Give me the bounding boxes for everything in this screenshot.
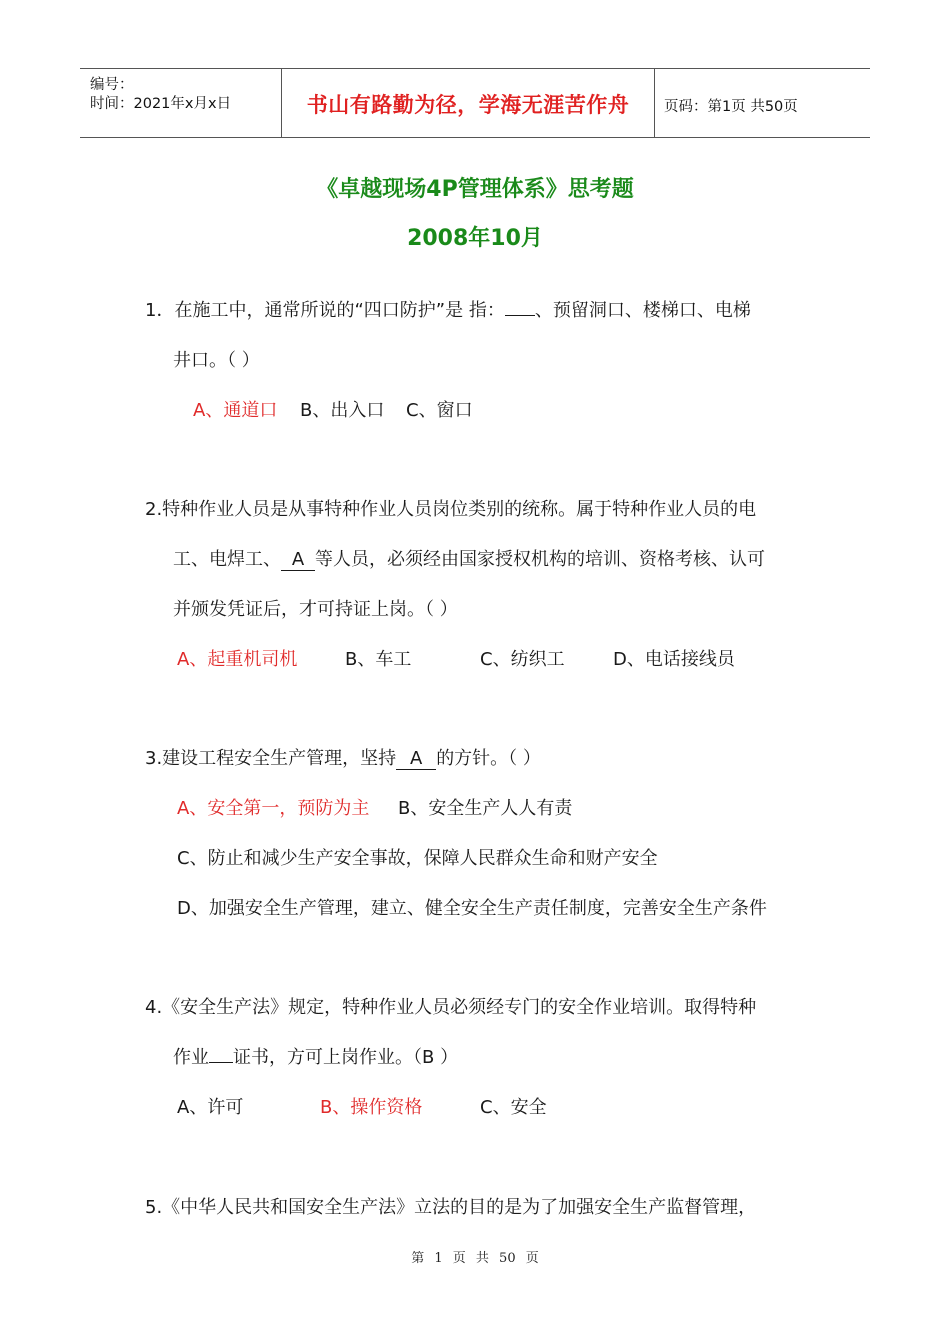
question-4-line-1: 4.《安全生产法》规定，特种作业人员必须经专门的安全作业培训。取得特种: [145, 997, 757, 1018]
question-2-line-3: 并颁发凭证后，才可持证上岗。（ ）: [173, 599, 458, 620]
question-5-line-1: 5.《中华人民共和国安全生产法》立法的目的是为了加强安全生产监督管理，: [145, 1197, 757, 1218]
answer-blank: A: [396, 749, 436, 770]
header-meta-cell: [80, 69, 280, 137]
page-info: 页码：第1页 共50页: [664, 99, 798, 115]
question-1-option-c: C、窗口: [406, 400, 473, 421]
question-4-option-b: B、操作资格: [320, 1097, 423, 1118]
answer-blank: [209, 1062, 233, 1063]
question-1-line-2: 井口。（ ）: [173, 350, 260, 371]
document-header: [80, 68, 870, 138]
answer-blank: [505, 315, 535, 316]
document-date: 2008年10月: [407, 226, 543, 251]
question-2-option-d: D、电话接线员: [613, 649, 735, 670]
answer-blank: A: [281, 550, 315, 571]
time-label: 时间：2021年x月x日: [90, 96, 232, 112]
question-2-line-1: 2.特种作业人员是从事特种作业人员岗位类别的统称。属于特种作业人员的电: [145, 499, 757, 520]
header-page-cell: [654, 69, 870, 137]
question-4-option-a: A、许可: [177, 1097, 244, 1118]
question-text: 作业: [173, 1047, 209, 1068]
number-label: 编号：: [90, 77, 134, 93]
question-text: 1．在施工中，通常所说的“四口防护”是 指：: [145, 300, 505, 321]
question-text: 等人员，必须经由国家授权机构的培训、资格考核、认可: [315, 549, 765, 570]
question-2-option-a: A、起重机司机: [177, 649, 298, 670]
question-text: 的方针。（ ）: [436, 748, 541, 769]
question-3-option-b: B、安全生产人人有责: [398, 798, 573, 819]
question-text: 工、电焊工、: [173, 549, 281, 570]
question-3-option-d: D、加强安全生产管理，建立、健全安全生产责任制度，完善安全生产条件: [177, 898, 767, 919]
question-4-line-2: [173, 1043, 458, 1069]
question-3-line-1: [145, 744, 541, 770]
question-text: 、预留洞口、楼梯口、电梯: [534, 300, 751, 321]
question-3-option-c: C、防止和减少生产安全事故，保障人民群众生命和财产安全: [177, 848, 658, 869]
question-4-option-c: C、安全: [480, 1097, 547, 1118]
question-1-option-b: B、出入口: [300, 400, 385, 421]
document-title: 《卓越现场4P管理体系》思考题: [316, 177, 634, 202]
question-text: 3.建设工程安全生产管理，坚持: [145, 748, 397, 769]
motto: 书山有路勤为径，学海无涯苦作舟: [306, 92, 630, 117]
question-1-option-a: A、通道口: [193, 400, 278, 421]
question-text: 证书，方可上岗作业。（B ）: [233, 1047, 459, 1068]
question-2-option-b: B、车工: [345, 649, 412, 670]
page-footer: 第 1 页 共 50 页: [411, 1251, 539, 1266]
question-1-line-1: [145, 296, 751, 322]
question-2-line-2: [173, 545, 765, 571]
question-3-option-a: A、安全第一，预防为主: [177, 798, 370, 819]
header-motto-cell: [281, 69, 655, 137]
question-2-option-c: C、纺织工: [480, 649, 565, 670]
